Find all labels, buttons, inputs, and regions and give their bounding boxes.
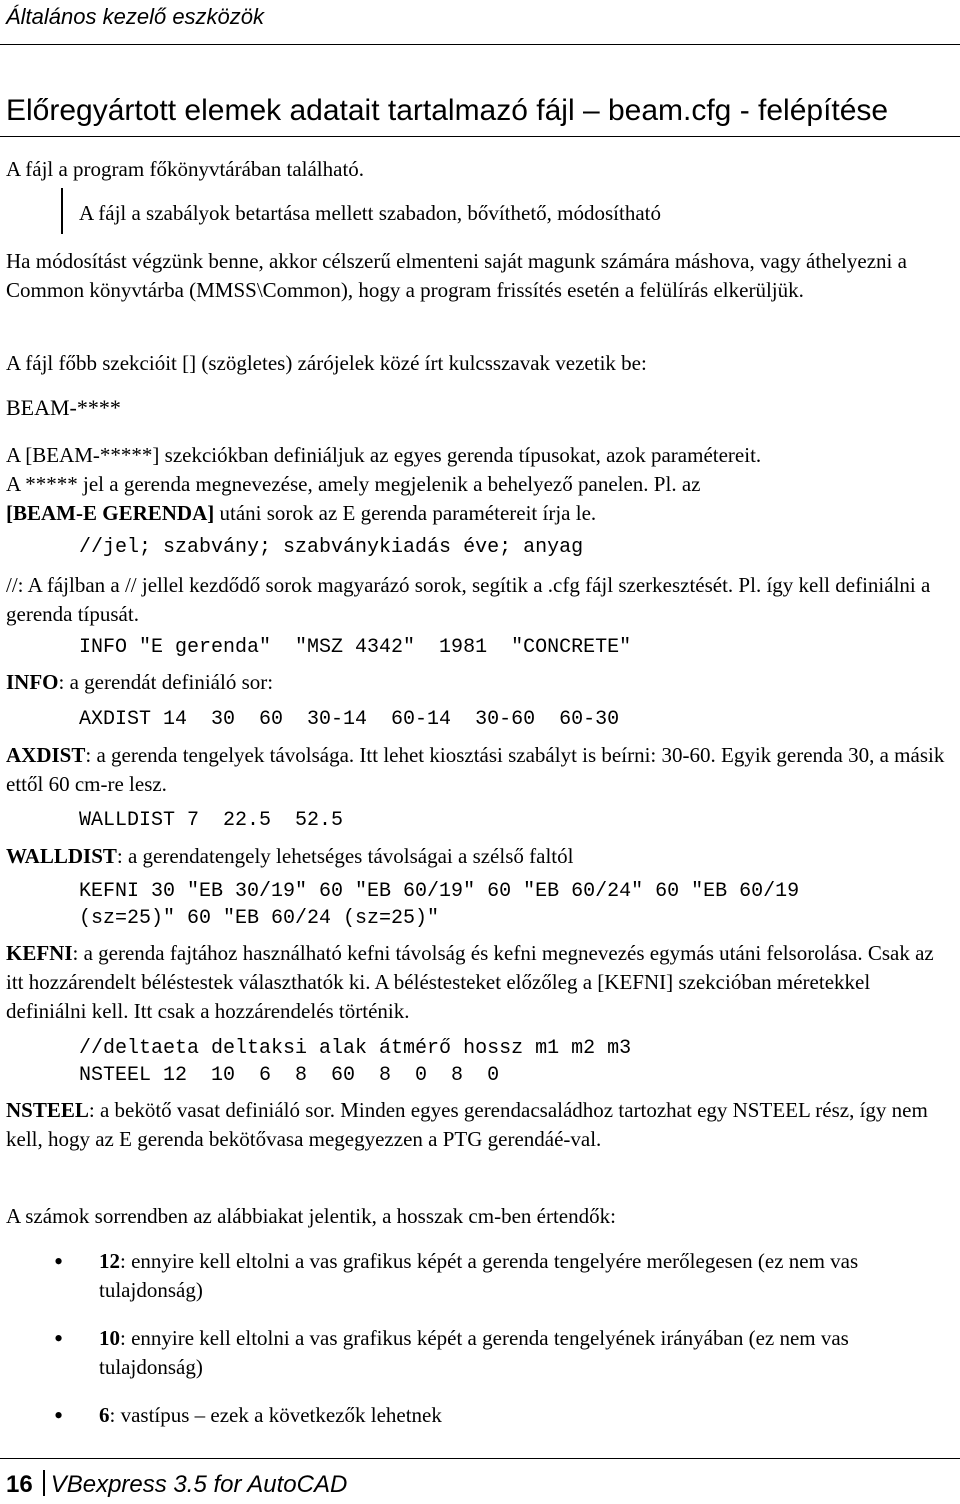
beam-example-key: [BEAM-E GERENDA]	[6, 501, 215, 525]
info-text: : a gerendát definiáló sor:	[58, 670, 274, 694]
running-header: Általános kezelő eszközök	[6, 4, 265, 29]
header-divider	[0, 44, 960, 45]
info-keyword: INFO	[6, 670, 59, 694]
page-footer	[6, 1470, 347, 1499]
list-item-key: 10	[99, 1326, 120, 1350]
walldist-text: : a gerendatengely lehetséges távolságai a szélső faltól	[116, 844, 574, 868]
nsteel-text: : a bekötő vasat definiáló sor. Minden egyes gerendacsaládhoz tartozhat egy NSTEEL rész, így nem kell, hogy az E gerenda bekötővasa megegyezzen a PTG gerendáé-val.	[6, 1098, 928, 1151]
bullet-icon: •	[54, 1324, 64, 1353]
footer-divider	[0, 1458, 960, 1459]
code-comment-line: //jel; szabvány; szabványkiadás éve; anyag	[79, 536, 584, 559]
product-name: VBexpress 3.5 for AutoCAD	[50, 1471, 348, 1498]
beam-paragraph-3	[6, 499, 954, 528]
kefni-keyword: KEFNI	[6, 941, 73, 965]
beam-paragraph-2: A ***** jel a gerenda megnevezése, amely megjelenik a behelyező panelen. Pl. az	[6, 472, 701, 496]
list-item	[99, 1401, 939, 1430]
location-paragraph: A fájl a program főkönyvtárában található.	[6, 157, 365, 181]
nsteel-description	[6, 1096, 954, 1154]
code-nsteel-comment: //deltaeta deltaksi alak átmérő hossz m1 m2 m3	[79, 1037, 632, 1060]
info-description	[6, 668, 954, 697]
list-item	[99, 1324, 939, 1382]
list-item-text: : ennyire kell eltolni a vas grafikus képét a gerenda tengelyére merőlegesen (ez nem vas tulajdonság)	[99, 1249, 859, 1302]
section-title: Előregyártott elemek adatait tartalmazó fájl – beam.cfg - felépítése	[6, 94, 889, 127]
bullet-icon: •	[54, 1401, 64, 1430]
code-info-line: INFO "E gerenda" "MSZ 4342" 1981 "CONCRETE"	[79, 636, 632, 659]
axdist-keyword: AXDIST	[6, 743, 86, 767]
page-number: 16	[6, 1471, 33, 1498]
kefni-description	[6, 939, 954, 1026]
section-divider	[0, 136, 960, 137]
sections-paragraph: A fájl főbb szekcióit [] (szögletes) zárójelek közé írt kulcsszavak vezetik be:	[6, 351, 647, 375]
note-text: A fájl a szabályok betartása mellett szabadon, bővíthető, módosítható	[79, 201, 662, 225]
code-nsteel-line: NSTEEL 12 10 6 8 60 8 0 8 0	[79, 1064, 500, 1087]
comment-paragraph: //: A fájlban a // jellel kezdődő sorok magyarázó sorok, segítik a .cfg fájl szerkesztését. Pl. így kell definiálni a gerenda típusát.	[6, 573, 931, 626]
kefni-text: : a gerenda fajtához használható kefni távolság és kefni megnevezés egymás utáni felsorolása. Csak az itt hozzárendelt béléstestek választhatók ki. A béléstesteket előzőleg a [KEFNI] szekcióban méretekkel definiálni kell. Itt csak a hozzárendelés történik.	[6, 941, 934, 1023]
code-kefni-line-1: KEFNI 30 "EB 30/19" 60 "EB 60/19" 60 "EB 60/24" 60 "EB 60/19	[79, 880, 800, 903]
walldist-keyword: WALLDIST	[6, 844, 117, 868]
list-item-text: : ennyire kell eltolni a vas grafikus képét a gerenda tengelyének irányában (ez nem vas tulajdonság)	[99, 1326, 849, 1379]
list-item	[99, 1247, 939, 1305]
list-item-text: : vastípus – ezek a következők lehetnek	[109, 1403, 442, 1427]
modify-paragraph: Ha módosítást végzünk benne, akkor célszerű elmenteni saját magunk számára máshova, vagy áthelyezni a Common könyvtárba (MMSS\Common), hogy a program frissítés esetén a felülírás elkerüljük.	[6, 249, 907, 302]
walldist-description	[6, 842, 954, 871]
beam-heading: BEAM-****	[6, 395, 121, 420]
nsteel-keyword: NSTEEL	[6, 1098, 89, 1122]
list-item-key: 6	[99, 1403, 110, 1427]
code-walldist-line: WALLDIST 7 22.5 52.5	[79, 809, 344, 832]
axdist-text: : a gerenda tengelyek távolsága. Itt lehet kiosztási szabályt is beírni: 30-60. Egyik gerenda 30, a másik ettől 60 cm-re lesz.	[6, 743, 945, 796]
numbers-paragraph: A számok sorrendben az alábbiakat jelentik, a hosszak cm-ben értendők:	[6, 1204, 616, 1228]
code-kefni-line-2: (sz=25)" 60 "EB 60/24 (sz=25)"	[79, 907, 440, 930]
list-item-key: 12	[99, 1249, 120, 1273]
note-bar	[61, 188, 63, 234]
beam-paragraph-1: A [BEAM-*****] szekciókban definiáljuk az egyes gerenda típusokat, azok paramétereit.	[6, 443, 762, 467]
axdist-description	[6, 741, 954, 799]
beam-example-text: utáni sorok az E gerenda paramétereit írja le.	[214, 501, 597, 525]
footer-separator	[43, 1470, 45, 1496]
bullet-icon: •	[54, 1247, 64, 1276]
code-axdist-line: AXDIST 14 30 60 30-14 60-14 30-60 60-30	[79, 708, 620, 731]
